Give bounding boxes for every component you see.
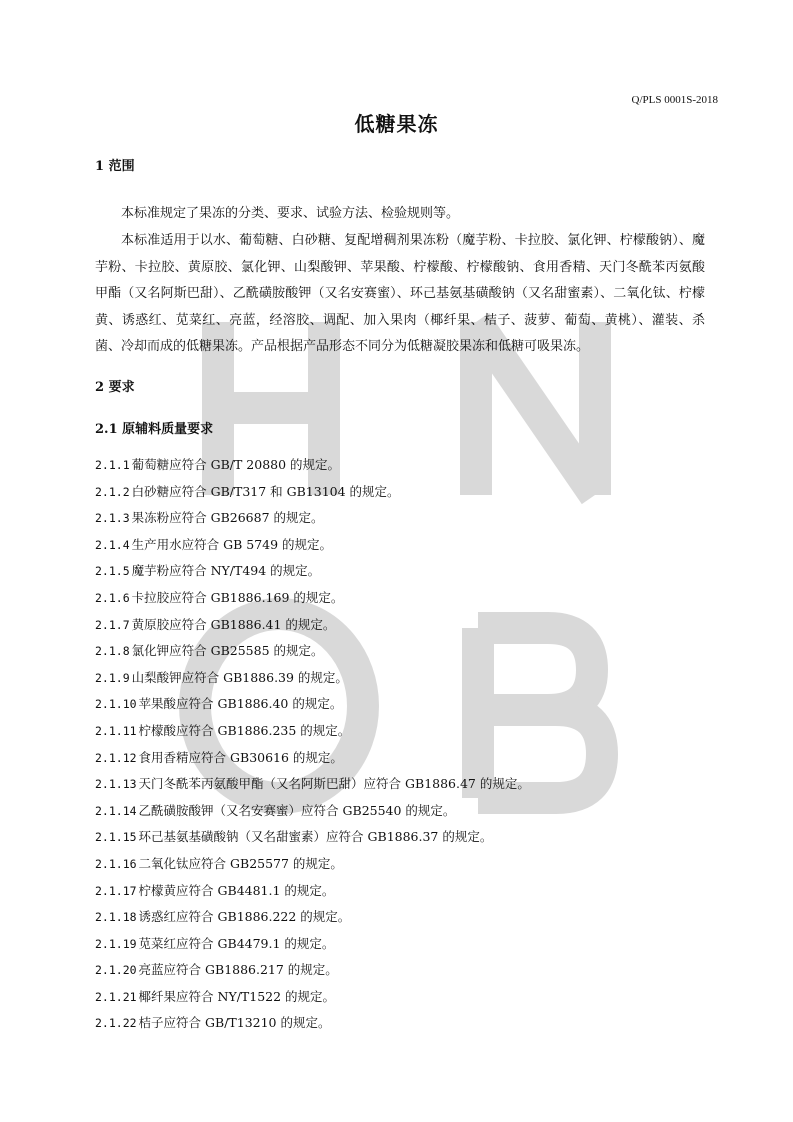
list-item: [95, 988, 530, 1015]
list-item: [95, 642, 530, 669]
section-heading-requirements: 2 要求: [95, 380, 135, 395]
list-item-text: 黄原胶应符合 GB1886.41 的规定。: [131, 616, 336, 632]
list-item-number: 2.1.9: [95, 670, 130, 685]
list-item-text: 食用香精应符合 GB30616 的规定。: [138, 749, 343, 765]
list-item-text: 山梨酸钾应符合 GB1886.39 的规定。: [131, 669, 348, 685]
list-item: [95, 616, 530, 643]
list-item-number: 2.1.3: [95, 511, 130, 526]
list-item: [95, 882, 530, 909]
list-item: [95, 589, 530, 616]
list-item-number: 2.1.21: [95, 989, 137, 1004]
list-item-text: 天门冬酰苯丙氨酸甲酯（又名阿斯巴甜）应符合 GB1886.47 的规定。: [138, 776, 530, 792]
list-item-number: 2.1.5: [95, 564, 130, 579]
list-item-text: 果冻粉应符合 GB26687 的规定。: [131, 510, 324, 526]
list-item: [95, 695, 530, 722]
list-item: [95, 509, 530, 536]
list-item: [95, 483, 530, 510]
list-item: [95, 749, 530, 776]
list-item-number: 2.1.16: [95, 856, 137, 871]
list-item: [95, 908, 530, 935]
list-item: [95, 802, 530, 829]
list-item: [95, 669, 530, 696]
list-item-text: 柠檬黄应符合 GB4481.1 的规定。: [138, 882, 335, 898]
list-item-text: 环己基氨基磺酸钠（又名甜蜜素）应符合 GB1886.37 的规定。: [138, 829, 493, 845]
list-item: [95, 722, 530, 749]
list-item-number: 2.1.6: [95, 590, 130, 605]
document-code: Q/PLS 0001S-2018: [631, 94, 718, 106]
list-item-text: 柠檬酸应符合 GB1886.235 的规定。: [138, 722, 351, 738]
list-item-number: 2.1.13: [95, 777, 137, 792]
list-item: [95, 456, 530, 483]
list-item-number: 2.1.7: [95, 617, 130, 632]
list-item-text: 桔子应符合 GB/T13210 的规定。: [138, 1015, 331, 1031]
list-item: [95, 828, 530, 855]
list-item-text: 亮蓝应符合 GB1886.217 的规定。: [138, 962, 338, 978]
list-item-text: 葡萄糖应符合 GB/T 20880 的规定。: [131, 457, 341, 472]
subsection-heading-materials: 2.1 原辅料质量要求: [95, 422, 214, 437]
list-item-number: 2.1.14: [95, 803, 137, 818]
list-item-number: 2.1.2: [95, 484, 130, 499]
list-item-number: 2.1.12: [95, 750, 137, 765]
list-item-number: 2.1.4: [95, 537, 130, 552]
list-item: [95, 855, 530, 882]
list-item-text: 氯化钾应符合 GB25585 的规定。: [131, 643, 324, 659]
list-item-text: 诱惑红应符合 GB1886.222 的规定。: [138, 909, 351, 925]
list-item: [95, 1014, 530, 1041]
list-item: [95, 562, 530, 589]
list-item-number: 2.1.20: [95, 963, 137, 978]
list-item-text: 苹果酸应符合 GB1886.40 的规定。: [138, 696, 343, 712]
list-item-text: 白砂糖应符合 GB/T317 和 GB13104 的规定。: [131, 483, 400, 499]
document-title: 低糖果冻: [354, 112, 439, 136]
list-item: [95, 536, 530, 563]
list-item-text: 乙酰磺胺酸钾（又名安赛蜜）应符合 GB25540 的规定。: [138, 802, 456, 818]
list-item-number: 2.1.22: [95, 1016, 137, 1031]
requirements-list: [95, 456, 530, 1041]
list-item-number: 2.1.17: [95, 883, 137, 898]
list-item-text: 苋菜红应符合 GB4479.1 的规定。: [138, 935, 335, 951]
list-item-number: 2.1.8: [95, 644, 130, 659]
list-item-number: 2.1.15: [95, 830, 137, 845]
list-item: [95, 961, 530, 988]
list-item-text: 二氧化钛应符合 GB25577 的规定。: [138, 855, 343, 871]
section-heading-scope: 1 范围: [95, 159, 135, 174]
list-item-number: 2.1.18: [95, 910, 137, 925]
list-item-number: 2.1.19: [95, 936, 137, 951]
list-item-number: 2.1.1: [95, 458, 130, 472]
list-item-number: 2.1.11: [95, 723, 137, 738]
scope-paragraph-1: 本标准规定了果冻的分类、要求、试验方法、检验规则等。: [121, 206, 460, 221]
list-item-text: 魔芋粉应符合 NY/T494 的规定。: [131, 563, 321, 579]
list-item-text: 卡拉胶应符合 GB1886.169 的规定。: [131, 589, 344, 605]
list-item: [95, 775, 530, 802]
list-item-number: 2.1.10: [95, 697, 137, 712]
list-item-text: 生产用水应符合 GB 5749 的规定。: [131, 536, 333, 552]
list-item: [95, 935, 530, 962]
list-item-text: 椰纤果应符合 NY/T1522 的规定。: [138, 988, 336, 1004]
scope-paragraph-2: 本标准适用于以水、葡萄糖、白砂糖、复配增稠剂果冻粉（魔芋粉、卡拉胶、氯化钾、柠檬酸钠）、魔芋粉、卡拉胶、黄原胶、氯化钾、山梨酸钾、苹果酸、柠檬酸、柠檬酸钠、食用香精、天门冬酰苯丙氨酸甲酯（又名阿斯巴甜）、乙酰磺胺酸钾（又名安赛蜜）、环己基氨基磺酸钠（又名甜蜜素）、二氧化钛、柠檬黄、诱惑红、苋菜红、亮蓝，经溶胶、调配、加入果肉（椰纤果、桔子、菠萝、葡萄、黄桃）、灌装、杀菌、冷却而成的低糖果冻。产品根据产品形态不同分为低糖凝胶果冻和低糖可吸果冻。: [95, 233, 705, 354]
